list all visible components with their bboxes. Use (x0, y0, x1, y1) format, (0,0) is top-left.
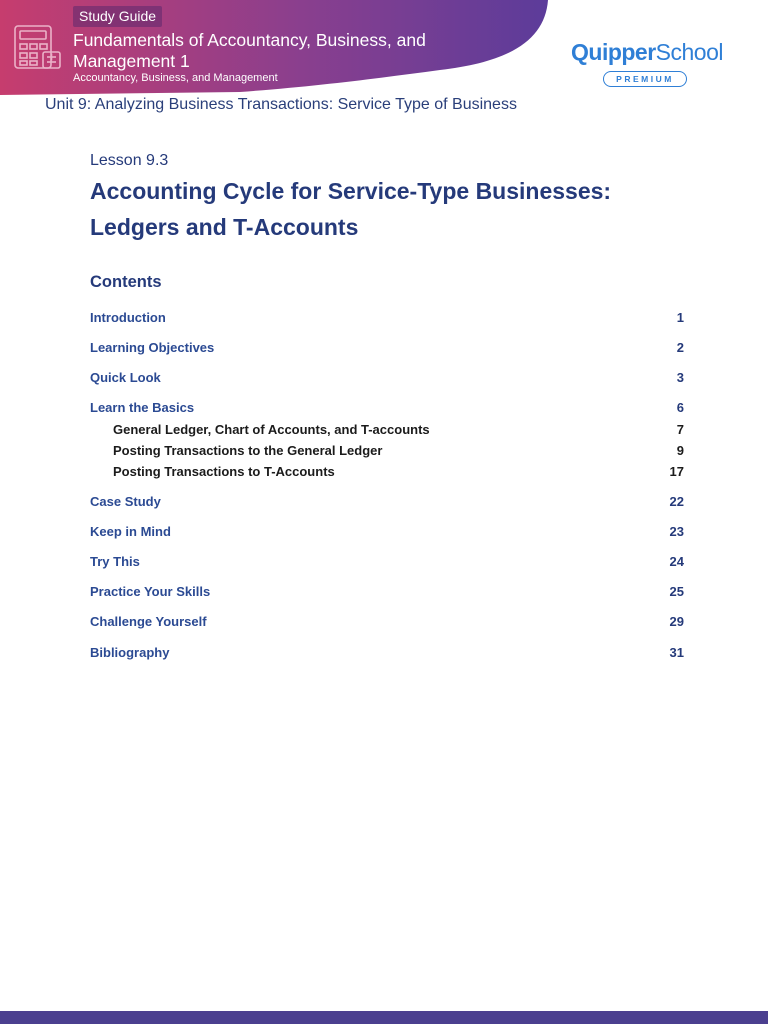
toc-entry-page: 1 (676, 310, 684, 325)
logo-premium-tag: PREMIUM (603, 71, 687, 87)
toc-subentry-label[interactable]: General Ledger, Chart of Accounts, and T-accounts (113, 422, 430, 437)
toc-entry-page: 3 (676, 370, 684, 385)
course-title: Fundamentals of Accountancy, Business, and Management 1 (73, 30, 426, 71)
contents-heading: Contents (90, 273, 162, 291)
toc-entry-page: 31 (669, 645, 684, 660)
lesson-title-line-2: Ledgers and T-Accounts (90, 214, 359, 240)
logo-wordmark (571, 38, 723, 66)
toc-entry[interactable] (90, 309, 684, 327)
footer-bar (0, 1011, 768, 1024)
toc-entry-page: 6 (676, 400, 684, 415)
toc-subentry[interactable] (90, 463, 684, 481)
toc-entry[interactable] (90, 644, 684, 662)
lesson-title-line-1: Accounting Cycle for Service-Type Businesses: (90, 178, 612, 204)
toc-subentry-page: 9 (676, 443, 684, 458)
lesson-number: Lesson 9.3 (90, 152, 169, 169)
quipper-school-logo (571, 38, 731, 90)
calculator-icon (13, 24, 63, 70)
toc-subentry-label[interactable]: Posting Transactions to the General Ledger (113, 443, 383, 458)
toc-subentry-page: 7 (676, 422, 684, 437)
toc-entry-label[interactable]: Learn the Basics (90, 400, 195, 415)
toc-entry-page: 24 (669, 554, 684, 569)
toc-entry-page: 2 (676, 340, 684, 355)
toc-entry[interactable] (90, 583, 684, 601)
toc-entry-label[interactable]: Challenge Yourself (90, 614, 207, 629)
toc-entry[interactable] (90, 369, 684, 387)
toc-subentry-page: 17 (669, 464, 684, 479)
page-header (0, 0, 768, 95)
toc-entry-page: 25 (669, 584, 684, 599)
toc-entry-page: 29 (669, 614, 684, 629)
logo-primary-text: Quipper (571, 39, 656, 65)
toc-entry-page: 22 (669, 494, 684, 509)
toc-subentry-label[interactable]: Posting Transactions to T-Accounts (113, 464, 335, 479)
toc-entry[interactable] (90, 553, 684, 571)
toc-entry[interactable] (90, 339, 684, 357)
toc-entry[interactable] (90, 613, 684, 631)
unit-title: Unit 9: Analyzing Business Transactions: Service Type of Business (45, 96, 517, 113)
toc-entry-label[interactable]: Practice Your Skills (90, 584, 211, 599)
toc-entry[interactable] (90, 399, 684, 417)
toc-entry-label[interactable]: Case Study (90, 494, 161, 509)
lesson-title (90, 173, 690, 245)
toc-entry-label[interactable]: Bibliography (90, 645, 170, 660)
toc-entry-label[interactable]: Keep in Mind (90, 524, 171, 539)
toc-entry-label[interactable]: Try This (90, 554, 140, 569)
course-subtitle: Accountancy, Business, and Management (73, 72, 278, 84)
study-guide-badge: Study Guide (73, 6, 162, 27)
toc-entry-label[interactable]: Quick Look (90, 370, 161, 385)
toc-entry-page: 23 (669, 524, 684, 539)
toc-entry[interactable] (90, 493, 684, 511)
toc-subentry[interactable] (90, 442, 684, 460)
toc-entry-label[interactable]: Learning Objectives (90, 340, 215, 355)
toc-entry[interactable] (90, 523, 684, 541)
logo-secondary-text: School (655, 39, 723, 65)
toc-entry-label[interactable]: Introduction (90, 310, 166, 325)
toc-subentry[interactable] (90, 421, 684, 439)
